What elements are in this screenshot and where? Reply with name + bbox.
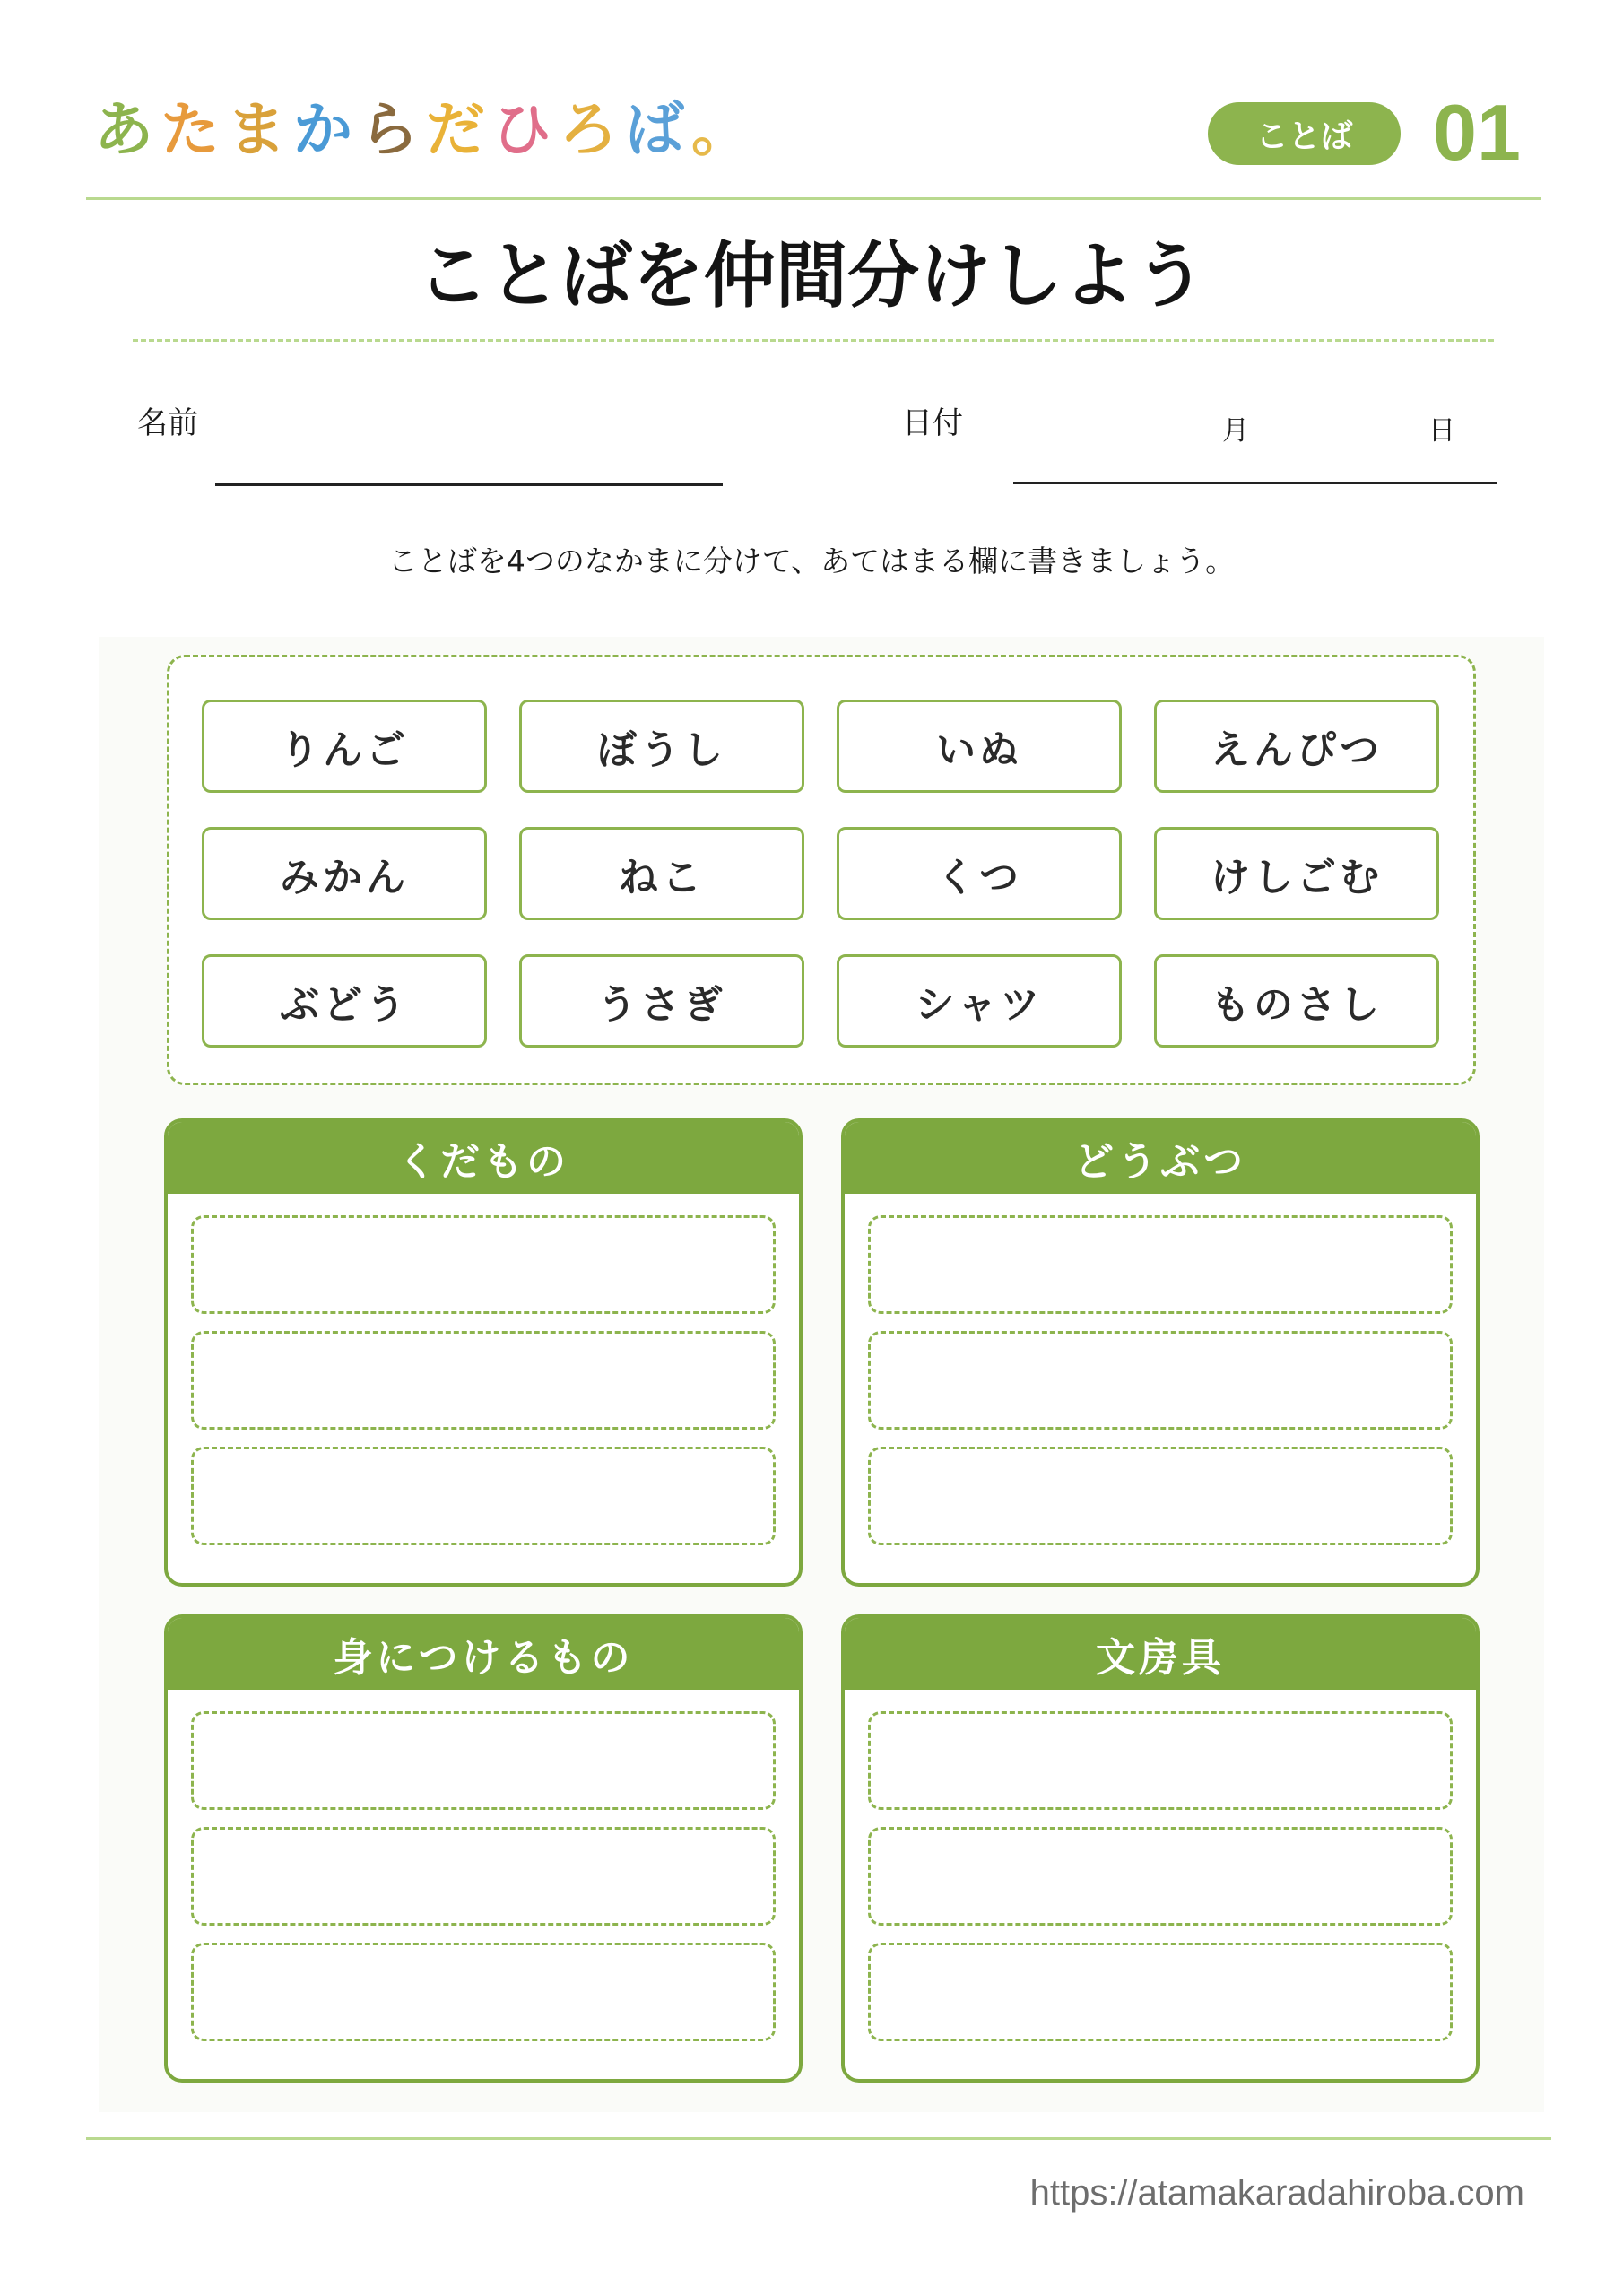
answer-slot[interactable] xyxy=(868,1711,1453,1810)
word-card: くつ xyxy=(837,827,1122,920)
logo-char: ま xyxy=(227,95,286,164)
answer-slot[interactable] xyxy=(868,1943,1453,2041)
answer-slot[interactable] xyxy=(868,1447,1453,1545)
word-card: みかん xyxy=(202,827,487,920)
category-box-stationery xyxy=(841,1614,1480,2083)
answer-slot[interactable] xyxy=(868,1331,1453,1430)
category-badge: ことば xyxy=(1208,102,1401,165)
title-divider xyxy=(133,339,1494,342)
name-label: 名前 xyxy=(137,405,198,441)
answer-slot[interactable] xyxy=(868,1215,1453,1314)
category-box-clothing xyxy=(164,1614,803,2083)
footer-url[interactable]: https://atamakaradahiroba.com xyxy=(1029,2173,1524,2213)
category-box-fruit xyxy=(164,1118,803,1587)
category-header: どうぶつ xyxy=(845,1122,1476,1194)
logo-char: た xyxy=(161,95,220,164)
logo-char: ば xyxy=(625,95,684,164)
category-header: 文房具 xyxy=(845,1618,1476,1690)
month-label: 月 xyxy=(1222,415,1249,447)
answer-slot[interactable] xyxy=(191,1943,776,2041)
word-card: うさぎ xyxy=(519,954,804,1048)
site-logo xyxy=(94,94,758,166)
logo-char: あ xyxy=(94,95,153,164)
word-card: ものさし xyxy=(1154,954,1439,1048)
logo-char: ら xyxy=(360,95,419,164)
word-card: ぼうし xyxy=(519,700,804,793)
word-card: えんぴつ xyxy=(1154,700,1439,793)
header-divider xyxy=(86,197,1541,200)
logo-char: か xyxy=(293,95,352,164)
word-card: ぶどう xyxy=(202,954,487,1048)
word-card: りんご xyxy=(202,700,487,793)
answer-slot[interactable] xyxy=(191,1711,776,1810)
worksheet-title: ことばを仲間分けしよう xyxy=(417,234,1206,317)
category-header: 身につけるもの xyxy=(168,1618,799,1690)
word-card: ねこ xyxy=(519,827,804,920)
date-field[interactable] xyxy=(1013,482,1497,484)
category-header: くだもの xyxy=(168,1122,799,1194)
answer-slot[interactable] xyxy=(191,1447,776,1545)
instruction-text: ことばを4つのなかまに分けて、あてはまる欄に書きましょう。 xyxy=(387,544,1236,578)
answer-slot[interactable] xyxy=(191,1331,776,1430)
logo-char: 。 xyxy=(691,95,751,164)
word-card: けしごむ xyxy=(1154,827,1439,920)
word-bank-grid xyxy=(202,700,1441,1048)
footer-divider xyxy=(86,2137,1551,2140)
word-card: いぬ xyxy=(837,700,1122,793)
sheet-number: 01 xyxy=(1433,88,1521,177)
category-box-animals xyxy=(841,1118,1480,1587)
day-label: 日 xyxy=(1428,415,1455,447)
logo-char: ひ xyxy=(492,95,551,164)
logo-char: ろ xyxy=(559,95,618,164)
answer-slot[interactable] xyxy=(191,1827,776,1926)
answer-slot[interactable] xyxy=(191,1215,776,1314)
date-label: 日付 xyxy=(902,405,963,441)
logo-char: だ xyxy=(426,95,485,164)
name-field[interactable] xyxy=(215,483,723,486)
word-card: シャツ xyxy=(837,954,1122,1048)
answer-slot[interactable] xyxy=(868,1827,1453,1926)
